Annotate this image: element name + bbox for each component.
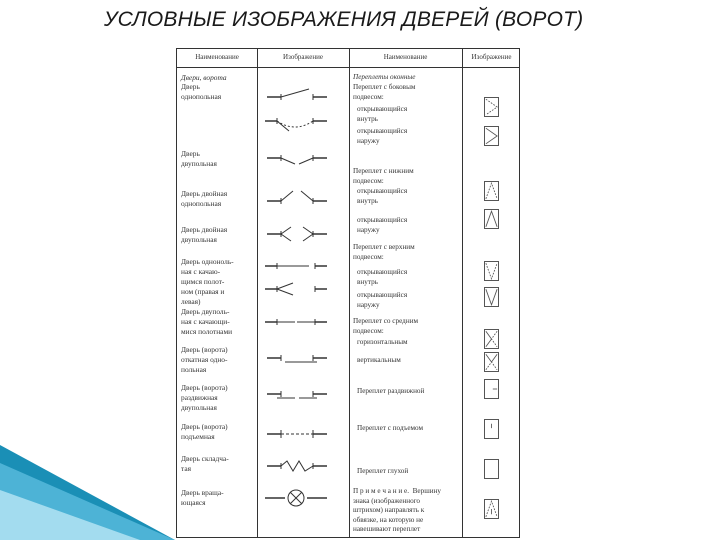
right-row-name: Переплет раздвижной bbox=[357, 387, 425, 395]
right-row-name: открывающийся наружу bbox=[357, 127, 408, 145]
right-row-name: Переплет с подъемом bbox=[357, 424, 424, 432]
window-side-inward-icon bbox=[484, 97, 499, 117]
left-row-name: Двери, ворота bbox=[181, 73, 227, 82]
symbol-single-door-swing bbox=[265, 113, 327, 133]
symbol-double-double-door bbox=[267, 225, 327, 243]
left-row-name: Дверь (ворота) откатная одно- польная bbox=[181, 345, 228, 374]
symbol-sliding-single-door bbox=[267, 351, 327, 365]
header-image-right: Изображение bbox=[471, 53, 512, 61]
window-middle-vertical-icon bbox=[484, 352, 499, 372]
left-row-name: Дверь враща- ющаяся bbox=[181, 488, 224, 507]
window-middle-horizontal-icon bbox=[484, 329, 499, 349]
left-row-name: Дверь двупольная bbox=[181, 149, 217, 168]
symbol-lifting-door bbox=[267, 427, 327, 441]
right-row-name: открывающийся наружу bbox=[357, 291, 408, 309]
left-row-name: Дверь двойная однопольная bbox=[181, 189, 228, 208]
left-row-name: Дверь складча- тая bbox=[181, 454, 229, 473]
right-row-name: горизонтальным bbox=[357, 338, 408, 346]
left-row-name: Дверь одноноль- ная с качаю- щимся полот- ном (правая и левая) bbox=[181, 257, 234, 306]
right-row-name: П р и м е ч а н и е. Вершину знака (изображенного штрихом) направлять к обвязке, на которую не навешивают переплет bbox=[353, 487, 442, 533]
header-name-left: Наименование bbox=[195, 53, 239, 61]
right-row-name: открывающийся внутрь bbox=[357, 105, 408, 123]
right-row-name: Переплет с нижним подвесом: bbox=[353, 167, 414, 185]
right-row-name: вертикальным bbox=[357, 356, 401, 364]
right-row-name: открывающийся внутрь bbox=[357, 187, 408, 205]
left-row-name: Дверь двуполь- ная с качающи- мися полотнами bbox=[181, 307, 233, 336]
right-row-name: Переплет со средним подвесом: bbox=[353, 317, 419, 335]
symbol-double-door bbox=[267, 152, 327, 166]
left-row-name: Дверь (ворота) подъемная bbox=[181, 422, 228, 441]
symbol-single-door bbox=[267, 87, 327, 101]
header-name-right: Наименование bbox=[383, 53, 428, 61]
window-sliding-icon bbox=[484, 379, 499, 399]
window-top-outward-icon bbox=[484, 287, 499, 307]
corner-decoration bbox=[0, 445, 175, 540]
window-fixed-icon bbox=[484, 459, 499, 479]
symbol-swing-door-right bbox=[265, 259, 327, 273]
window-bottom-inward-icon bbox=[484, 181, 499, 201]
right-row-name: открывающийся наружу bbox=[357, 216, 408, 234]
left-row-name: Дверь (ворота) раздвижная двупольная bbox=[181, 383, 228, 412]
header-image-left: Изображение bbox=[283, 53, 323, 61]
symbol-swing-double-door bbox=[265, 315, 327, 329]
right-row-name: Переплет с боковым подвесом: bbox=[353, 83, 416, 101]
right-row-name: Переплеты оконные bbox=[353, 73, 416, 81]
symbol-double-single-door bbox=[267, 187, 327, 207]
window-lifting-icon bbox=[484, 419, 499, 439]
page-title: УСЛОВНЫЕ ИЗОБРАЖЕНИЯ ДВЕРЕЙ (ВОРОТ) bbox=[104, 8, 584, 31]
right-row-name: Переплет глухой bbox=[357, 467, 409, 475]
window-side-outward-icon bbox=[484, 126, 499, 146]
window-note-example-icon bbox=[484, 499, 499, 519]
left-row-name: Дверь однопольная bbox=[181, 82, 222, 101]
left-row-name: Дверь двойная двупольная bbox=[181, 225, 228, 244]
right-row-name: Переплет с верхним подвесом: bbox=[353, 243, 415, 261]
legend-table bbox=[176, 48, 520, 538]
symbol-revolving-door bbox=[265, 489, 327, 507]
window-bottom-outward-icon bbox=[484, 209, 499, 229]
right-row-name: открывающийся внутрь bbox=[357, 268, 408, 286]
window-top-inward-icon bbox=[484, 261, 499, 281]
symbol-folding-door bbox=[267, 459, 327, 473]
symbol-sliding-double-door bbox=[267, 387, 327, 401]
symbol-swing-door-left bbox=[265, 282, 327, 296]
